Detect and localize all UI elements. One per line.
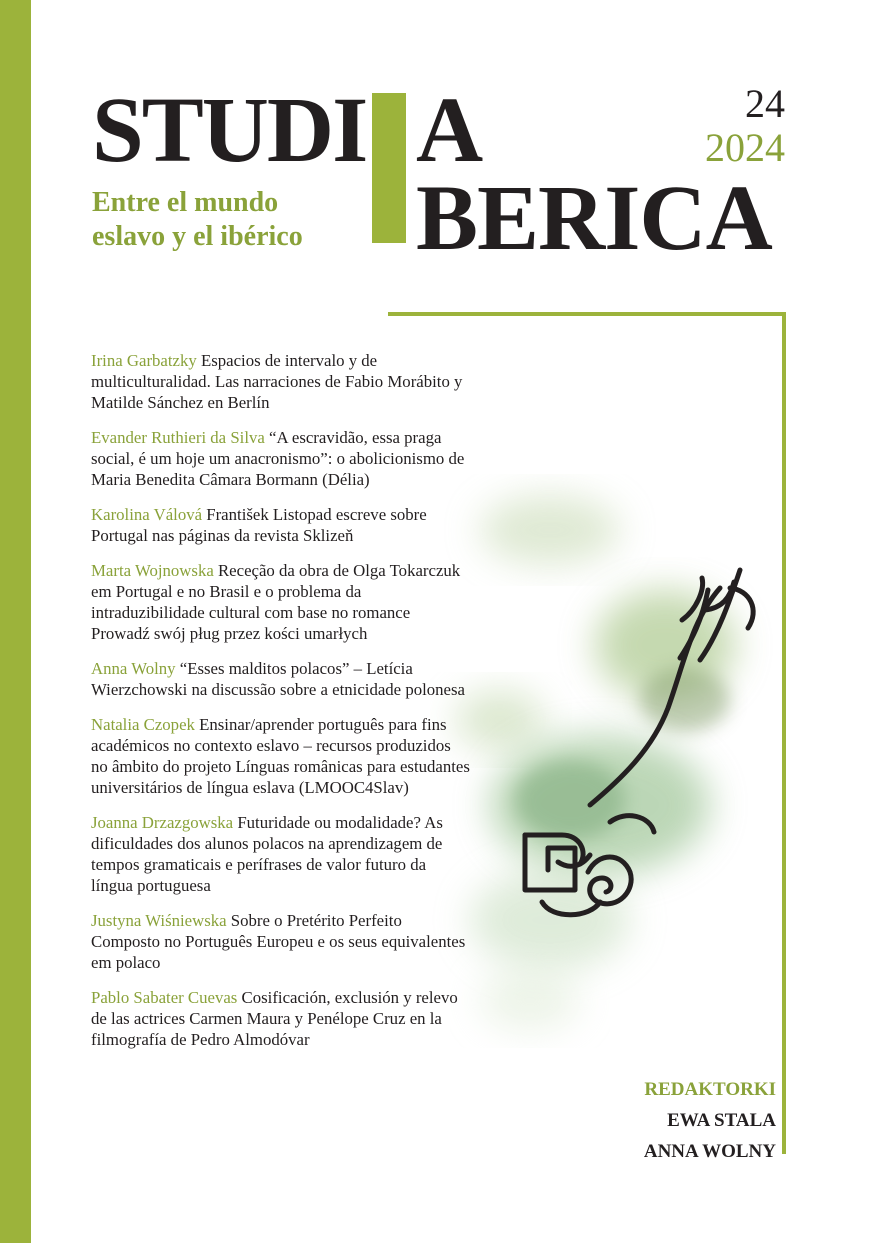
entry-author: Natalia Czopek — [91, 715, 195, 734]
entry-title: Futuridade ou modalidade? As dificuldades dos alunos polacos na aprendizagem de tempos gramaticais e perífrases de valor futuro da língua portuguesa — [91, 813, 443, 895]
entry-title: “Esses malditos polacos” – Letícia Wierzchowski na discussão sobre a etnicidade polonesa — [91, 659, 465, 699]
entry-title: Espacios de intervalo y de multiculturalidad. Las narraciones de Fabio Morábito y Matilde Sánchez en Berlín — [91, 351, 463, 412]
entry-author: Joanna Drzazgowska — [91, 813, 234, 832]
entry-title: Sobre o Pretérito Perfeito Composto no Português Europeu e os seus equivalentes em polaco — [91, 911, 466, 972]
issue-year: 2024 — [705, 125, 785, 170]
frame-right-rule — [782, 312, 786, 1154]
entry-author: Pablo Sabater Cuevas — [91, 988, 238, 1007]
watercolor-wash — [455, 495, 735, 1030]
entry-author: Justyna Wiśniewska — [91, 911, 227, 930]
subtitle-line-1: Entre el mundo — [92, 187, 279, 218]
editors-block — [644, 1074, 776, 1167]
left-accent-bar — [0, 0, 31, 1243]
entry-title: Cosificación, exclusión y relevo de las actrices Carmen Maura y Penélope Cruz en la filmografía de Pedro Almodóvar — [91, 988, 458, 1049]
editors-label: REDAKTORKI — [644, 1079, 776, 1100]
entry-title: Ensinar/aprender português para fins académicos no contexto eslavo – recursos produzidos no âmbito do projeto Línguas românicas para estudantes universitários de língua eslava (LMOOC4Slav) — [91, 715, 470, 797]
title-berica: BERICA — [416, 167, 772, 270]
title-i-bar — [372, 93, 406, 243]
editor-name: ANNA WOLNY — [643, 1141, 776, 1162]
toc-entry — [91, 350, 471, 413]
frame-top-rule — [388, 312, 786, 316]
toc-entry — [91, 987, 471, 1050]
toc-entry — [91, 812, 471, 896]
entry-author: Evander Ruthieri da Silva — [91, 428, 265, 447]
title-a: A — [416, 79, 484, 182]
editor-name: EWA STALA — [667, 1110, 776, 1131]
entry-author: Anna Wolny — [91, 659, 176, 678]
entry-author: Marta Wojnowska — [91, 561, 214, 580]
toc-entry — [91, 910, 471, 973]
entry-title: “A escravidão, essa praga social, é um hoje um anacronismo”: o abolicionismo de Maria Benedita Câmara Bormann (Délia) — [91, 428, 465, 489]
issue-number: 24 — [745, 81, 785, 126]
entry-author: Irina Garbatzky — [91, 351, 197, 370]
toc-entry — [91, 427, 471, 490]
entry-title: František Listopad escreve sobre Portugal nas páginas da revista Sklizeň — [91, 505, 427, 545]
entry-author: Karolina Válová — [91, 505, 203, 524]
journal-subtitle — [92, 186, 303, 254]
watercolor-illustration — [430, 470, 780, 1050]
toc-entry — [91, 504, 471, 546]
toc-entry — [91, 560, 471, 644]
entry-title: Receção da obra de Olga Tokarczuk em Portugal e no Brasil e o problema da intraduzibilidade cultural com base no romance Prowadź swój pług przez kości umarłych — [91, 561, 461, 643]
toc-entry — [91, 714, 471, 798]
toc-entry — [91, 658, 471, 700]
table-of-contents — [91, 350, 471, 1064]
title-studi: STUDI — [92, 79, 367, 182]
subtitle-line-2: eslavo y el ibérico — [92, 221, 303, 252]
